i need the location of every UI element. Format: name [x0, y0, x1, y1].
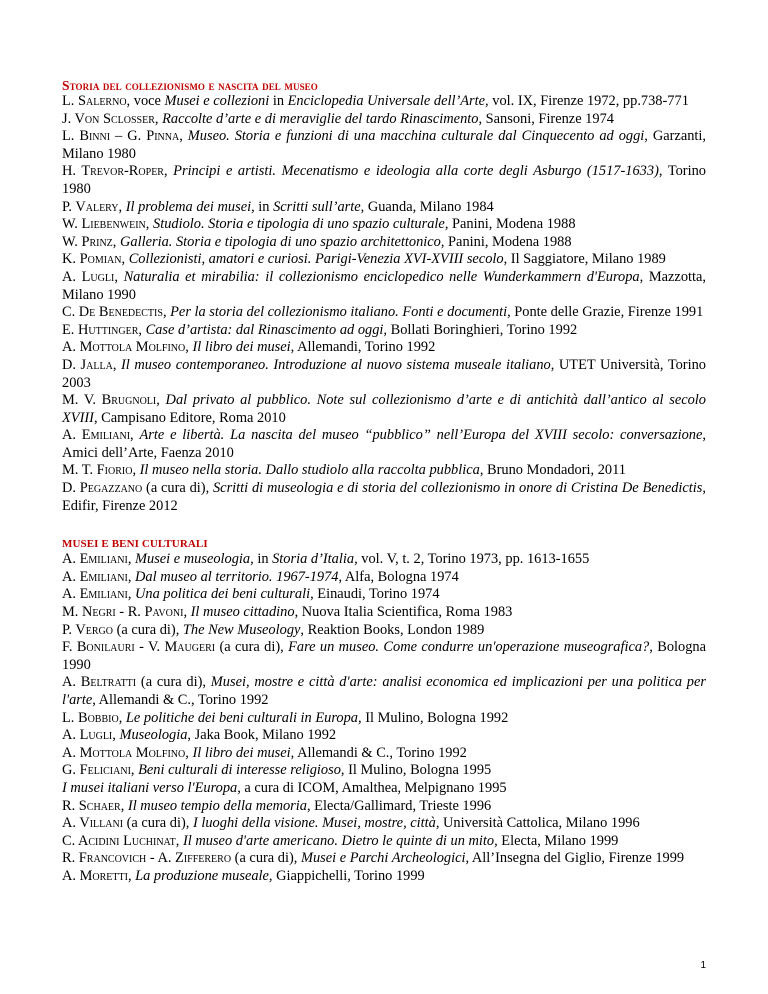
entry-text: ,: [112, 233, 120, 250]
entry-text: Electa, Milano 1999: [497, 832, 619, 849]
bibliography-entry: [62, 339, 706, 357]
entry-text: ,: [130, 427, 140, 444]
entry-text: ,: [112, 356, 121, 373]
entry-text: ,: [156, 392, 166, 409]
bibliography-entry: [62, 304, 706, 322]
bibliography-entry: [62, 199, 706, 217]
entry-title: Il museo nella storia. Dallo studiolo alla raccolta pubblica: [139, 462, 480, 479]
entry-text: , Electa/Gallimard, Trieste 1996: [306, 797, 492, 814]
entry-text: ,: [127, 568, 136, 585]
entry-title: Storia d’Italia: [272, 551, 355, 568]
bibliography-entry: [62, 798, 706, 816]
entry-author: P. Valery: [62, 198, 119, 215]
entry-text: (a cura di),: [136, 674, 211, 691]
entry-text: (a cura di),: [215, 639, 289, 656]
entry-author: A. Emiliani: [62, 427, 131, 444]
bibliography-entry: [62, 392, 706, 427]
entry-text: , Il Mulino, Bologna 1995: [340, 762, 492, 779]
entry-title: Scritti di museologia e di storia del collezionismo in onore di Cristina De Benedictis: [212, 480, 703, 497]
bibliography-entry: [62, 780, 706, 798]
entry-title: Principi e artisti. Mecenatismo e ideologia alla corte degli Asburgo (1517-1633): [173, 163, 659, 180]
bibliography-entry: [62, 674, 706, 709]
entry-title: Beni culturali di interesse religioso: [138, 762, 341, 779]
entry-text: ,: [121, 251, 129, 268]
bibliography-entry: [62, 850, 706, 868]
entry-title: Il museo cittadino: [190, 604, 295, 621]
entry-text: ,: [179, 128, 188, 145]
bibliography-entry: [62, 128, 706, 163]
entry-text: , vol. V, t. 2, Torino 1973, pp. 1613-1655: [354, 551, 590, 568]
entry-author: L. Binni – G. Pinna: [62, 128, 180, 145]
entry-text: , Reaktion Books, London 1989: [300, 621, 485, 638]
entry-text: , Campisano Editore, Roma 2010: [93, 409, 286, 426]
entry-title: Raccolte d’arte e di meraviglie del tardo Rinascimento: [162, 110, 479, 127]
entry-text: (a cura di),: [123, 815, 193, 832]
entry-author: A. Beltratti: [62, 674, 137, 691]
entry-author: C. Acidini Luchinat: [62, 832, 176, 849]
entry-title: Il museo d'arte americano. Dietro le quinte di un mito,: [182, 832, 498, 849]
entry-author: D. Jalla: [62, 356, 113, 373]
entry-text: ,: [112, 727, 120, 744]
entry-author: R. Schaer: [62, 797, 121, 814]
bibliography-entry: [62, 462, 706, 480]
entry-author: E. Huttinger: [62, 321, 139, 338]
entry-text: ,: [127, 586, 136, 603]
entry-author: P. Vergo: [62, 621, 113, 638]
entry-title: Musei, mostre e città d'arte: analisi economica ed implicazioni per una politica per l'arte: [62, 674, 706, 708]
entry-author: A. Moretti: [62, 867, 128, 884]
entry-text: (a cura di),: [142, 480, 213, 497]
entry-text: Il Mulino, Bologna 1992: [361, 709, 509, 726]
entry-title: Il libro dei musei: [192, 339, 291, 356]
entry-title: Arte e libertà. La nascita del museo “pubblico” nell’Europa del XVIII secolo: conversazione: [139, 427, 703, 444]
section-list-musei-beni-culturali: [62, 551, 706, 885]
entry-text: , Panini, Modena 1988: [444, 216, 576, 233]
entry-title: I musei italiani verso l'Europa: [62, 779, 238, 796]
bibliography-entry: [62, 833, 706, 851]
entry-text: ,: [118, 709, 126, 726]
bibliography-entry: [62, 586, 706, 604]
entry-title: Collezionisti, amatori e curiosi. Parigi-Venezia XVI-XVIII secolo: [128, 251, 504, 268]
entry-author: G. Feliciani: [62, 762, 131, 779]
entry-author: A. Mottola Molfino: [62, 744, 186, 761]
entry-author: A. Villani: [62, 815, 124, 832]
bibliography-content: [62, 79, 706, 886]
entry-title: Una politica dei beni culturali: [135, 586, 311, 603]
bibliography-entry: [62, 480, 706, 515]
entry-text: in: [269, 93, 288, 109]
bibliography-entry: [62, 111, 706, 129]
bibliography-entry: [62, 551, 706, 569]
entry-text: , Allemandi & C., Torino 1992: [92, 692, 269, 708]
entry-author: A. Lugli: [62, 268, 115, 285]
entry-title: Scritti sull’arte: [273, 198, 361, 215]
entry-text: ,: [175, 832, 183, 849]
entry-text: All’Insegna del Giglio, Firenze 1999: [469, 850, 685, 867]
entry-text: ,: [185, 744, 193, 761]
entry-author: K. Pomian: [62, 251, 122, 268]
section-list-collezionismo: [62, 93, 706, 515]
entry-text: (a cura di),: [112, 621, 183, 638]
entry-text: , Jaka Book, Milano 1992: [187, 727, 337, 744]
entry-text: , Il Saggiatore, Milano 1989: [503, 251, 666, 268]
entry-author: F. Bonilauri - V. Maugeri: [62, 639, 216, 656]
entry-text: Bollati Boringhieri, Torino 1992: [387, 321, 578, 338]
entry-title: Museologia: [119, 727, 188, 744]
entry-text: ,: [138, 321, 146, 338]
entry-title: Galleria. Storia e tipologia di uno spazio architettonico: [120, 233, 441, 250]
entry-text: ,: [162, 304, 171, 321]
entry-title: Le politiche dei beni culturali in Europa,: [125, 709, 362, 726]
entry-title: I luoghi della visione. Musei, mostre, città,: [192, 815, 440, 832]
bibliography-entry: [62, 604, 706, 622]
entry-author: M. V. Brugnoli: [62, 392, 157, 409]
entry-author: W. Prinz: [62, 233, 113, 250]
entry-text: ,: [118, 198, 126, 215]
entry-text: ,: [145, 216, 153, 233]
bibliography-entry: [62, 762, 706, 780]
entry-text: ,: [114, 268, 124, 285]
entry-author: R. Francovich - A. Zifferero: [62, 850, 232, 867]
entry-text: , Panini, Modena 1988: [440, 233, 572, 250]
bibliography-entry: [62, 216, 706, 234]
entry-author: A. Mottola Molfino: [62, 339, 186, 356]
entry-author: J. Von Sclosser: [62, 110, 155, 127]
entry-text: , Nuova Italia Scientifica, Roma 1983: [294, 604, 513, 621]
entry-text: in: [253, 551, 273, 568]
entry-author: M. T. Fiorio: [62, 462, 133, 479]
entry-text: ,: [132, 462, 140, 479]
entry-text: Università Cattolica, Milano 1996: [439, 815, 640, 832]
entry-author: A. Emiliani: [62, 586, 128, 603]
entry-text: , Mazzotta, Milano 1990: [62, 268, 706, 303]
entry-text: , Edifir, Firenze 2012: [62, 480, 706, 514]
entry-title: Il museo tempio della memoria: [127, 797, 307, 814]
bibliography-entry: [62, 868, 706, 886]
entry-title: Musei e museologia,: [135, 551, 254, 568]
section-heading-musei-beni-culturali: MUSEI E BENI CULTURALI: [62, 538, 208, 551]
entry-author: H. Trevor-Roper: [62, 163, 164, 180]
entry-title: The New Museology: [182, 621, 301, 638]
entry-text: ,: [183, 604, 191, 621]
entry-title: Per la storia del collezionismo italiano. Fonti e documenti: [170, 304, 508, 321]
entry-text: ,: [127, 551, 136, 568]
entry-text: , a cura di ICOM, Amalthea, Melpignano 1995: [237, 779, 507, 796]
entry-title: Case d’artista: dal Rinascimento ad oggi,: [145, 321, 388, 338]
bibliography-entry: [62, 427, 706, 462]
entry-title: Enciclopedia Universale dell’Arte: [287, 93, 486, 109]
entry-text: , in: [251, 198, 274, 215]
bibliography-entry: [62, 622, 706, 640]
entry-title: Naturalia et mirabilia: il collezionismo enciclopedico nelle Wunderkammern d'Europa: [123, 268, 640, 285]
entry-title: Dal privato al pubblico. Note sul collezionismo d’arte e di antichità dall’antico al secolo XVIII: [62, 392, 706, 426]
entry-title: Studiolo. Storia e tipologia di uno spazio culturale: [153, 216, 445, 233]
entry-title: La produzione museale: [135, 867, 269, 884]
entry-text: ,: [185, 339, 193, 356]
entry-title: Musei e collezioni: [164, 93, 270, 109]
entry-text: , Amici dell’Arte, Faenza 2010: [62, 427, 706, 461]
entry-text: , vol. IX, Firenze 1972, pp.738-771: [485, 93, 689, 109]
entry-author: L. Salerno: [62, 93, 127, 109]
entry-text: , Giappichelli, Torino 1999: [268, 867, 425, 884]
entry-title: Fare un museo. Come condurre un'operazione museografica?: [288, 639, 650, 656]
entry-text: , Einaudi, Torino 1974: [310, 586, 440, 603]
entry-text: (a cura di),: [231, 850, 301, 867]
entry-text: , Allemandi & C., Torino 1992: [290, 744, 467, 761]
bibliography-entry: [62, 639, 706, 674]
bibliography-entry: [62, 234, 706, 252]
entry-text: , Bologna 1990: [62, 639, 706, 673]
entry-author: W. Liebenwein: [62, 216, 146, 233]
entry-title: Il museo contemporaneo. Introduzione al nuovo sistema museale italiano: [121, 356, 551, 373]
entry-text: ,: [163, 163, 174, 180]
bibliography-entry: [62, 251, 706, 269]
entry-title: Il problema dei musei: [125, 198, 252, 215]
page-number: 1: [700, 960, 706, 971]
entry-text: ,: [154, 110, 163, 127]
entry-text: ,: [120, 797, 128, 814]
entry-text: , Ponte delle Grazie, Firenze 1991: [507, 304, 704, 321]
entry-title: Dal museo al territorio. 1967-1974: [135, 568, 339, 585]
entry-title: Il libro dei musei: [192, 744, 291, 761]
entry-text: , Alfa, Bologna 1974: [338, 568, 459, 585]
entry-text: ,: [127, 867, 136, 884]
section-heading-collezionismo: Storia del collezionismo e nascita del museo: [62, 78, 318, 93]
bibliography-entry: [62, 163, 706, 198]
entry-text: , Allemandi, Torino 1992: [290, 339, 436, 356]
entry-author: C. De Benedectis: [62, 304, 163, 321]
entry-title: Musei e Parchi Archeologici,: [300, 850, 470, 867]
entry-title: Museo. Storia e funzioni di una macchina culturale dal Cinquecento ad oggi: [187, 128, 645, 145]
entry-text: , Bruno Mondadori, 2011: [479, 462, 626, 479]
bibliography-entry: [62, 357, 706, 392]
bibliography-entry: [62, 727, 706, 745]
entry-author: M. Negri - R. Pavoni: [62, 604, 184, 621]
entry-text: , Garzanti, Milano 1980: [62, 128, 706, 162]
entry-text: ,: [130, 762, 139, 779]
entry-author: L. Bobbio: [62, 709, 119, 726]
entry-author: A. Emiliani: [62, 568, 128, 585]
bibliography-entry: [62, 569, 706, 587]
entry-text: , UTET Università, Torino 2003: [62, 356, 706, 391]
bibliography-entry: [62, 745, 706, 763]
entry-text: , Torino 1980: [62, 163, 706, 197]
bibliography-entry: [62, 93, 706, 111]
entry-text: , Sansoni, Firenze 1974: [478, 110, 614, 127]
entry-author: D. Pegazzano: [62, 480, 143, 497]
bibliography-entry: [62, 710, 706, 728]
entry-text: , voce: [126, 93, 165, 109]
bibliography-entry: [62, 322, 706, 340]
bibliography-entry: [62, 269, 706, 304]
entry-author: A. Lugli: [62, 727, 113, 744]
entry-author: A. Emiliani: [62, 551, 128, 568]
bibliography-entry: [62, 815, 706, 833]
entry-text: , Guanda, Milano 1984: [360, 198, 494, 215]
